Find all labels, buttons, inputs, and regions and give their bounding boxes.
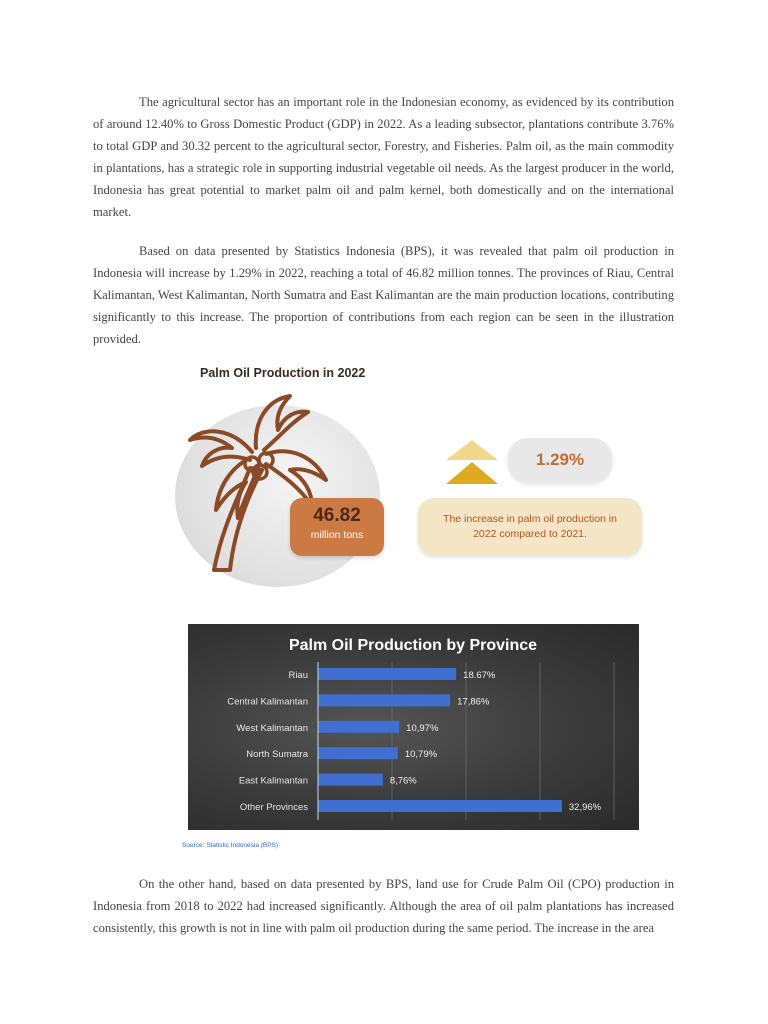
- category-label: West Kalimantan: [236, 722, 308, 734]
- paragraph-1: The agricultural sector has an important role in the Indonesian economy, as evidenced by its contribution of around 12.40% to Gross Domestic Product (GDP) in 2022. As a leading subsector, plantations contribute 3.76% to total GDP and 30.32 percent to the agricultural sector, Forestry, and Fisheries. Palm oil, as the main commodity in plantations, has a strategic role in supporting industrial vegetable oil needs. As the largest producer in the world, Indonesia has great potential to market palm oil and palm kernel, both domestically and on the international market.: [93, 95, 674, 219]
- bar: [318, 668, 456, 680]
- production-value: 46.82: [313, 505, 361, 526]
- production-unit: million tons: [310, 529, 364, 541]
- value-label: 17,86%: [457, 696, 490, 708]
- value-label: 18.67%: [463, 670, 496, 681]
- bar: [318, 800, 562, 812]
- value-label: 8,76%: [389, 775, 417, 787]
- chart-source: Source: Statistic Indonesia (BPS): [182, 842, 279, 849]
- value-label: 10,97%: [406, 722, 439, 734]
- chart-bars: [227, 668, 601, 813]
- category-label: North Sumatra: [246, 749, 308, 761]
- category-label: Central Kalimantan: [227, 696, 308, 708]
- category-label: East Kalimantan: [238, 775, 308, 787]
- value-label: 32,96%: [568, 802, 602, 813]
- category-label: Riau: [288, 670, 308, 681]
- bar: [318, 721, 399, 733]
- bar: [318, 774, 383, 786]
- paragraph-2: Based on data presented by Statistics Indonesia (BPS), it was revealed that palm oil production in Indonesia will increase by 1.29% in 2022, reaching a total of 46.82 million tonnes. The provinces of Riau, Central Kalimantan, West Kalimantan, North Sumatra and East Kalimantan are the main production locations, contributing significantly to this increase. The proportion of contributions from each region can be seen in the illustration provided.: [93, 244, 674, 346]
- infographic-title: Palm Oil Production in 2022: [200, 366, 366, 380]
- production-badge: [290, 498, 384, 556]
- increase-caption: The increase in palm oil production in 2022 compared to 2021.: [443, 513, 617, 540]
- province-bar-chart: [188, 624, 639, 830]
- value-label: 10,79%: [404, 749, 438, 761]
- bar: [318, 694, 450, 706]
- increase-badge: 1.29%: [508, 438, 612, 482]
- bar: [318, 747, 398, 759]
- chart-svg: [188, 624, 639, 830]
- category-label: Other Provinces: [239, 802, 308, 813]
- paragraph-3: On the other hand, based on data presented by BPS, land use for Crude Palm Oil (CPO) production in Indonesia from 2018 to 2022 had increased significantly. Although the area of oil palm plantations has increased consistently, this growth is not in line with palm oil production during the same period. The increase in the area: [93, 877, 674, 935]
- chart-title: Palm Oil Production by Province: [288, 637, 538, 654]
- increase-caption-card: [418, 498, 642, 556]
- up-arrow-icon: [444, 440, 500, 486]
- chart-gridlines: [389, 662, 614, 820]
